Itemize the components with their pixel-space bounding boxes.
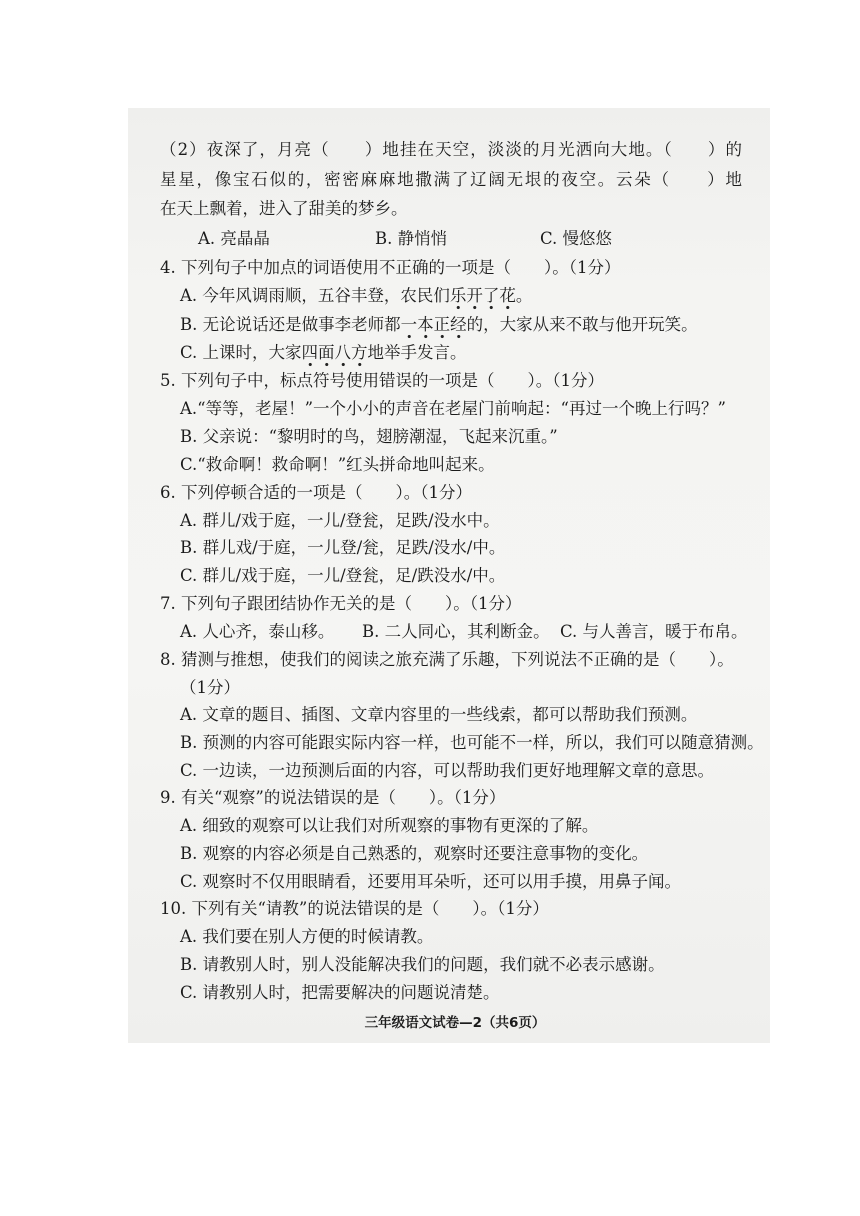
q5-option-c: C.“救命啊！救命啊！”红头拼命地叫起来。: [180, 455, 495, 474]
q9-option-b: B. 观察的内容必须是自己熟悉的，观察时还要注意事物的变化。: [180, 844, 649, 863]
q5-option-a: A.“等等，老屋！”一个小小的声音在老屋门前响起：“再过一个晚上行吗？”: [180, 399, 726, 418]
q10-stem: 10. 下列有关“请教”的说法错误的是（ ）。（1分）: [160, 899, 549, 918]
q7-stem: 7. 下列句子跟团结协作无关的是（ ）。（1分）: [160, 594, 522, 613]
q3-part2-option-c: C. 慢悠悠: [540, 229, 613, 248]
q4-option-c: [180, 339, 467, 367]
q3-part2-option-b: B. 静悄悄: [375, 229, 448, 248]
q4-option-a-pre: A. 今年风调雨顺，五谷丰登，农民们: [180, 286, 450, 305]
q8-option-b: B. 预测的内容可能跟实际内容一样，也可能不一样，所以，我们可以随意猜测。: [180, 733, 764, 752]
q8-option-c: C. 一边读，一边预测后面的内容，可以帮助我们更好地理解文章的意思。: [180, 761, 715, 780]
q10-option-b: B. 请教别人时，别人没能解决我们的问题，我们就不必表示感谢。: [180, 955, 665, 974]
q3-part2-line-2: 星星，像宝石似的，密密麻麻地撒满了辽阔无垠的夜空。云朵（ ）地: [160, 170, 742, 189]
q7-option-b: B. 二人同心，其利断金。: [362, 622, 550, 641]
q4-option-c-post: 地举手发言。: [367, 343, 467, 362]
q3-part2-line-3: 在天上飘着，进入了甜美的梦乡。: [160, 199, 408, 218]
q7-option-a: A. 人心齐，泰山移。: [180, 622, 335, 641]
q4-option-b-dotted-word: 一本正经: [401, 315, 467, 339]
q10-option-c: C. 请教别人时，把需要解决的问题说清楚。: [180, 983, 500, 1002]
q9-stem: 9. 有关“观察”的说法错误的是（ ）。（1分）: [160, 788, 506, 807]
q7-option-c: C. 与人善言，暖于布帛。: [560, 622, 748, 641]
q4-stem: 4. 下列句子中加点的词语使用不正确的一项是（ ）。（1分）: [160, 258, 621, 277]
q3-part2-option-a: A. 亮晶晶: [198, 229, 270, 248]
q3-part2-line-1: （2）夜深了，月亮（ ）地挂在天空，淡淡的月光洒向大地。（ ）的: [160, 140, 742, 159]
q4-option-a-dotted-word: 乐开了花: [450, 286, 516, 310]
q4-option-c-pre: C. 上课时，大家: [180, 343, 302, 362]
q4-option-b: [180, 311, 698, 339]
q4-option-c-dotted-word: 四面八方: [302, 343, 368, 367]
q9-option-c: C. 观察时不仅用眼睛看，还要用耳朵听，还可以用手摸，用鼻子闻。: [180, 872, 682, 891]
q9-option-a: A. 细致的观察可以让我们对所观察的事物有更深的了解。: [180, 816, 599, 835]
q6-option-c: C. 群儿/戏于庭，一儿/登瓮，足/跌没水/中。: [180, 566, 506, 585]
q8-stem-line-2: （1分）: [180, 678, 240, 697]
q4-option-b-post: 的，大家从来不敢与他开玩笑。: [466, 315, 698, 334]
q6-option-a: A. 群儿/戏于庭，一儿/登瓮，足跌/没水中。: [180, 511, 500, 530]
q10-option-a: A. 我们要在别人方便的时候请教。: [180, 927, 434, 946]
q6-option-b: B. 群儿戏/于庭，一儿登/瓮，足跌/没水/中。: [180, 538, 506, 557]
q6-stem: 6. 下列停顿合适的一项是（ ）。（1分）: [160, 483, 472, 502]
q4-option-a: [180, 282, 532, 310]
q4-option-b-pre: B. 无论说话还是做事李老师都: [180, 315, 401, 334]
q8-stem-line-1: 8. 猜测与推想，使我们的阅读之旅充满了乐趣，下列说法不正确的是（ ）。: [160, 650, 734, 669]
q4-option-a-post: 。: [515, 286, 533, 305]
q5-option-b: B. 父亲说：“黎明时的鸟，翅膀潮湿，飞起来沉重。”: [180, 427, 558, 446]
q5-stem: 5. 下列句子中，标点符号使用错误的一项是（ ）。（1分）: [160, 371, 604, 390]
q8-option-a: A. 文章的题目、插图、文章内容里的一些线索，都可以帮助我们预测。: [180, 705, 698, 724]
page-footer: 三年级语文试卷—2（共6页）: [364, 1015, 546, 1031]
